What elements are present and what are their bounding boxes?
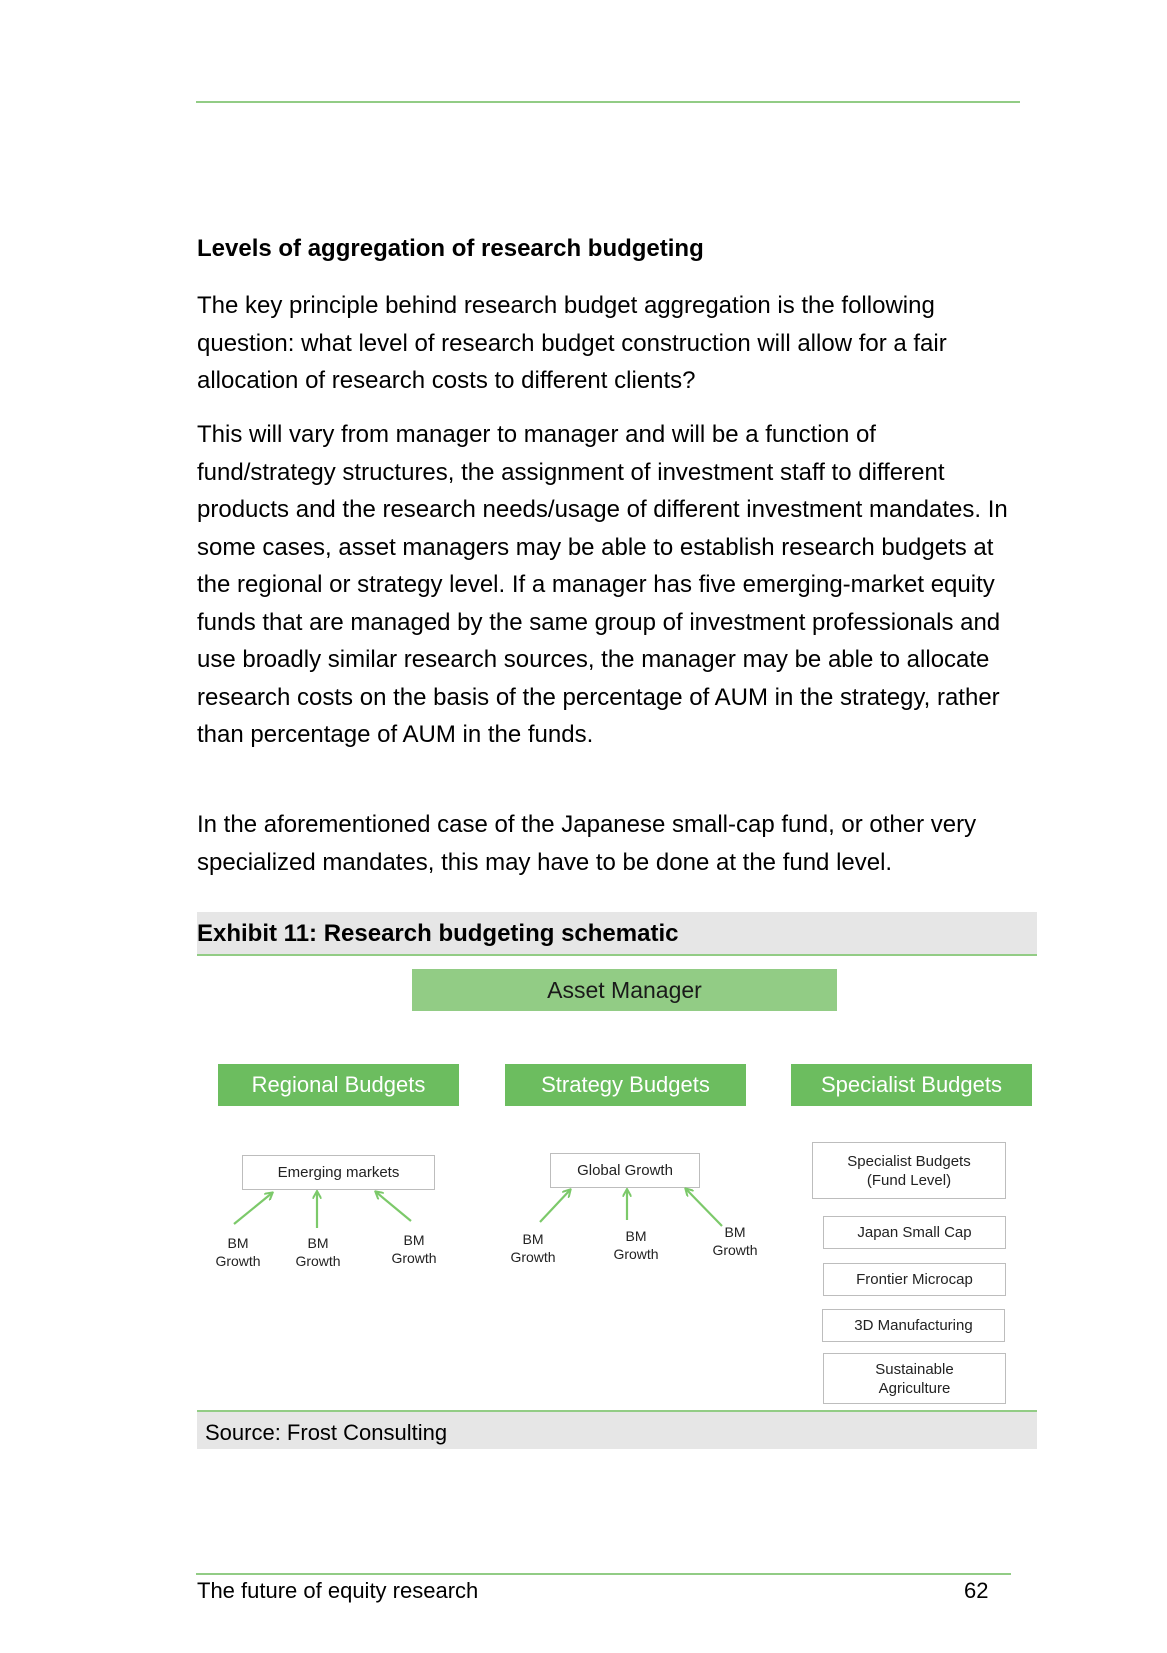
specialist-node-line2: (Fund Level) <box>866 1171 952 1189</box>
strategy-bm-growth-3: BM Growth <box>712 1224 758 1258</box>
paragraph-3: In the aforementioned case of the Japanese small-cap fund, or other very specialized mandates, this may have to be done at the fund level. <box>197 811 977 876</box>
regional-bm-growth-3: BM Growth <box>391 1232 437 1266</box>
fund-frontier-microcap: Frontier Microcap <box>823 1263 1006 1296</box>
paragraph-2: This will vary from manager to manager and will be a function of fund/strategy structures, the assignment of investment staff to different products and the research needs/usage of different investment mandates. In some cases, asset managers may be able to establish research budgets at the regional or strategy level. If a manager has five emerging-market equity funds that are managed by the same group of investment professionals and use broadly similar research sources, the manager may be able to allocate research costs on the basis of the percentage of AUM in the strategy, rather than percentage of AUM in the funds. <box>197 421 1008 748</box>
fund-japan-small-cap: Japan Small Cap <box>823 1216 1006 1249</box>
paragraph-1: The key principle behind research budget aggregation is the following question: what level of research budget construction will allow for a fair allocation of research costs to different clients? <box>197 292 947 394</box>
specialist-node-line1: Specialist Budgets <box>847 1152 971 1170</box>
arrow-strategy-1 <box>540 1190 570 1222</box>
arrow-regional-1 <box>234 1193 272 1224</box>
page-number: 62 <box>964 1578 989 1603</box>
exhibit-source: Source: Frost Consulting <box>205 1420 448 1445</box>
regional-budgets-box: Regional Budgets <box>218 1064 459 1106</box>
exhibit-title: Exhibit 11: Research budgeting schematic <box>197 920 679 947</box>
strategy-budgets-box: Strategy Budgets <box>505 1064 746 1106</box>
fund-sustainable-line1: Sustainable <box>875 1360 954 1378</box>
emerging-markets-node: Emerging markets <box>242 1155 435 1190</box>
exhibit-source-bar <box>197 1410 1037 1449</box>
footer-rule <box>196 1573 1011 1575</box>
specialist-budgets-box: Specialist Budgets <box>791 1064 1032 1106</box>
fund-sustainable-line2: Agriculture <box>878 1379 951 1397</box>
fund-3d-manufacturing: 3D Manufacturing <box>822 1309 1005 1342</box>
section-heading: Levels of aggregation of research budgeting <box>197 235 704 262</box>
regional-bm-growth-1: BM Growth <box>215 1235 261 1269</box>
arrow-regional-3 <box>376 1192 411 1221</box>
asset-manager-box: Asset Manager <box>412 969 837 1011</box>
arrow-strategy-3 <box>686 1189 722 1226</box>
regional-bm-growth-2: BM Growth <box>295 1235 341 1269</box>
strategy-bm-growth-1: BM Growth <box>510 1231 556 1265</box>
footer-title: The future of equity research <box>197 1578 479 1603</box>
global-growth-node: Global Growth <box>550 1153 700 1188</box>
strategy-bm-growth-2: BM Growth <box>613 1228 659 1262</box>
